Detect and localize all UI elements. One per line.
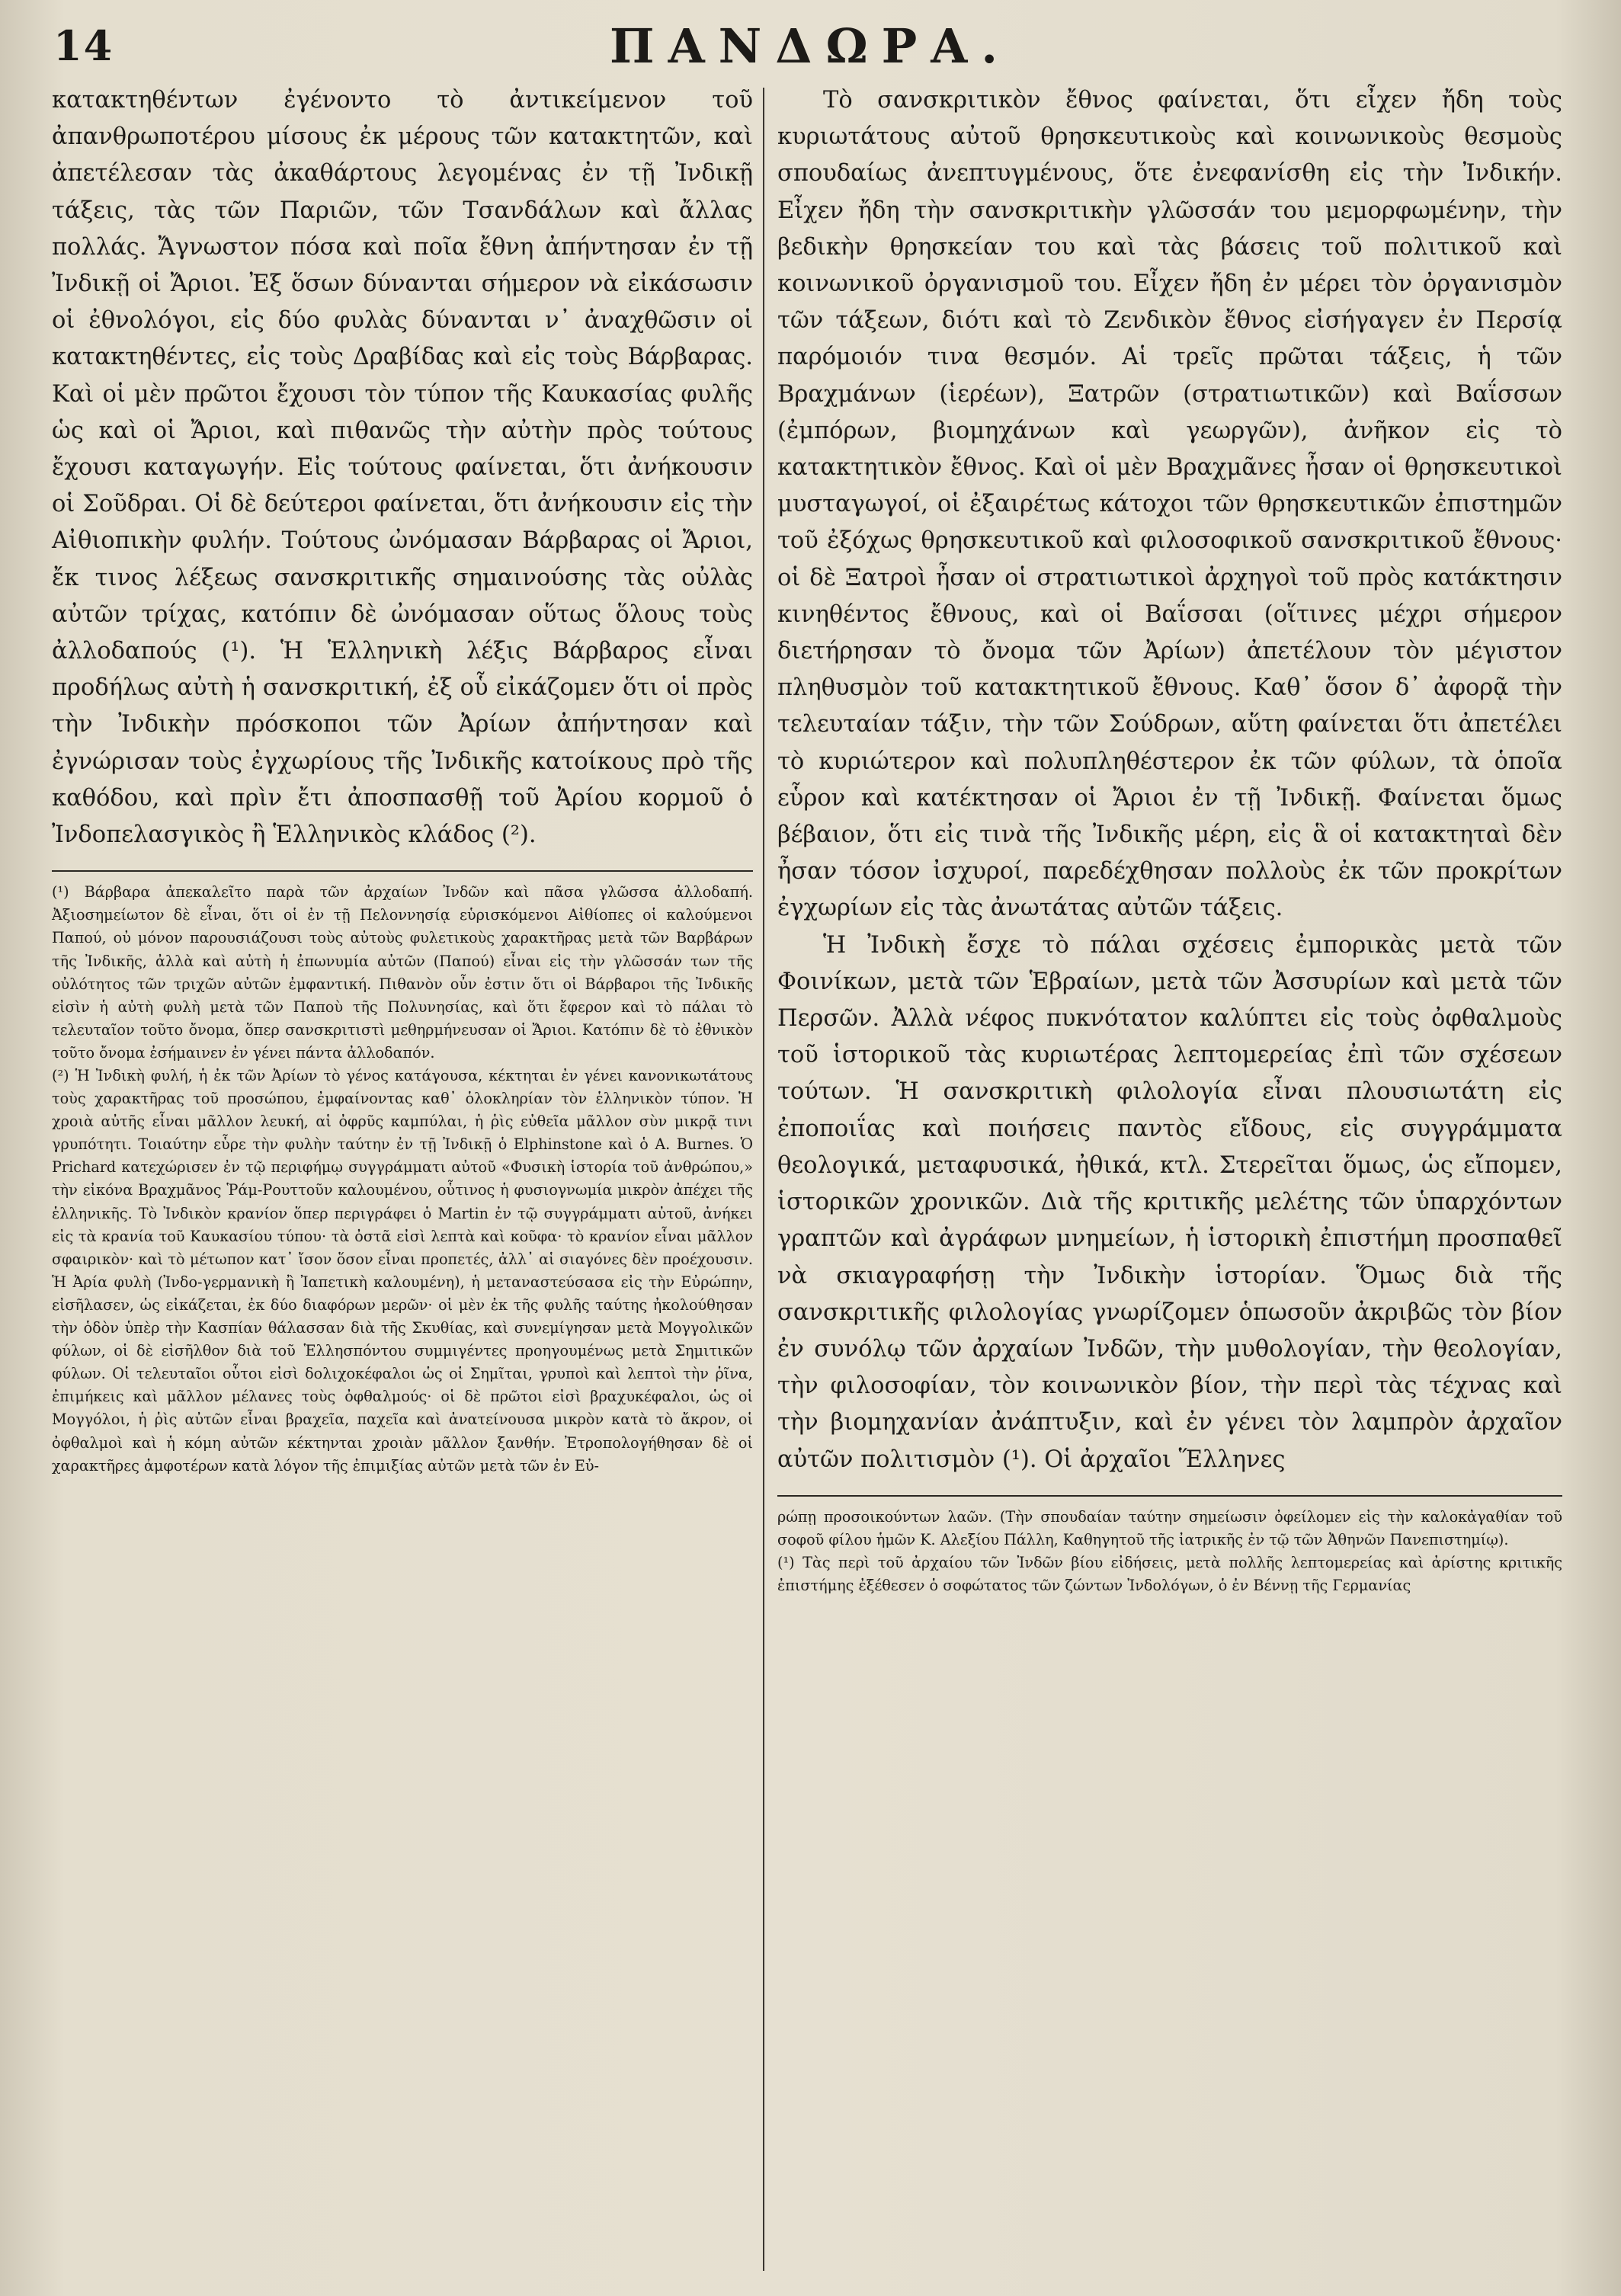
page-number: 14 (53, 21, 114, 70)
running-head: ΠΑΝΔΩΡΑ. (610, 18, 1011, 74)
left-footnote-2: (²) Ἡ Ἰνδικὴ φυλή, ἡ ἐκ τῶν Ἀρίων τὸ γένος κατάγουσα, κέκτηται ἐν γένει κανονικωτάτους τοὺς χαρακτῆρας τοῦ προσώπου, ἐμφαίνοντας καθ᾽ ὁλοκληρίαν τὸν ἑλληνικὸν τύπον. Ἡ χροιὰ αὐτῆς εἶναι μᾶλλον λευκή, αἱ ὀφρῦς καμπύλαι, ἡ ῥὶς εὐθεῖα μᾶλλον σὺν μικρᾷ τινι γρυπότητι. Τοιαύτην εὗρε τὴν φυλὴν ταύτην ἐν τῇ Ἰνδικῇ ὁ Elphinstone καὶ ὁ A. Burnes. Ὁ Prichard κατεχώρισεν ἐν τῷ περιφήμῳ συγγράμματι αὐτοῦ «Φυσικὴ ἱστορία τοῦ ἀνθρώπου,» τὴν εἰκόνα Βραχμᾶνος Ῥάμ-Ρουττοῦν καλουμένου, οὗτινος ἡ φυσιογνωμία μικρὸν ἀπέχει τῆς ἑλληνικῆς. Τὸ Ἰνδικὸν κρανίον ὅπερ περιγράφει ὁ Martin ἐν τῷ συγγράμματι αὐτοῦ, ἀνήκει εἰς τὰ κρανία τοῦ Καυκασίου τύπου· τὰ ὀστᾶ εἰσὶ λεπτὰ καὶ κοῦφα· τὸ κρανίον εἶναι μᾶλλον σφαιρικὸν· καὶ τὸ μέτωπον κατ᾽ ἴσον ὅσον εἶναι προπετές, ἀλλ᾽ αἱ σιαγόνες δὲν προέχουσιν. Ἡ Ἀρία φυλὴ (Ἰνδο-γερμανικὴ ἢ Ἰαπετικὴ καλουμένη), ἡ μεταναστεύσασα εἰς τὴν Εὐρώπην, εἰσῆλασεν, ὡς εἰκάζεται, ἐκ δύο διαφόρων μερῶν· οἱ μὲν ἐκ τῆς φυλῆς ταύτης ἠκολούθησαν τὴν ὁδὸν ὑπὲρ τὴν Κασπίαν θάλασσαν διὰ τῆς Σκυθίας, καὶ συνεμίγησαν μετὰ Μογγολικῶν φύλων, οἱ δὲ εἰσῆλθον διὰ τοῦ Ἑλλησπόντου συμμιγέντες προηγουμένως μετὰ Σημιτικῶν φύλων. Οἱ τελευταῖοι οὗτοι εἰσὶ δολιχοκέφαλοι ὡς οἱ Σημῖται, γρυποὶ καὶ λεπτοὶ τὴν ῥῖνα, ἐπιμήκεις καὶ μᾶλλον μέλανες τοὺς ὀφθαλμούς· οἱ δὲ πρῶτοι εἰσὶ βραχυκέφαλοι, ὡς οἱ Μογγόλοι, ἡ ῥὶς αὐτῶν εἶναι βραχεῖα, παχεῖα καὶ ἀνατείνουσα μικρὸν κατὰ τὸ ἄκρον, οἱ ὀφθαλμοὶ καὶ ἡ κόμη αὐτῶν κέκτηνται χροιὰν μᾶλλον ξανθήν. Ἐτροπολογήθησαν δὲ οἱ χαρακτῆρες ἀμφοτέρων κατὰ λόγον τῆς ἐπιμιξίας αὐτῶν μετὰ τῶν ἐν Εὐ- (52, 1067, 753, 1475)
column-divider (763, 88, 764, 2271)
left-body-paragraph: κατακτηθέντων ἐγένοντο τὸ ἀντικείμενον τοῦ ἀπανθρωποτέρου μίσους ἐκ μέρους τῶν κατακτητῶν, καὶ ἀπετέλεσαν τὰς ἀκαθάρτους λεγομένας ἐν τῇ Ἰνδικῇ τάξεις, τὰς τῶν Παριῶν, τῶν Τσανδάλων καὶ ἄλλας πολλάς. Ἄγνωστον πόσα καὶ ποῖα ἔθνη ἀπήντησαν ἐν τῇ Ἰνδικῇ οἱ Ἄριοι. Ἐξ ὅσων δύνανται σήμερον νὰ εἰκάσωσιν οἱ ἐθνολόγοι, εἰς δύο φυλὰς δύνανται ν᾽ ἀναχθῶσιν οἱ κατακτηθέντες, εἰς τοὺς Δραβίδας καὶ εἰς τοὺς Βάρβαρας. Καὶ οἱ μὲν πρῶτοι ἔχουσι τὸν τύπον τῆς Καυκασίας φυλῆς ὡς καὶ οἱ Ἄριοι, καὶ πιθανῶς τὴν αὐτὴν πρὸς τούτους ἔχουσι καταγωγήν. Εἰς τούτους φαίνεται, ὅτι ἀνήκουσιν οἱ Σοῦδραι. Οἱ δὲ δεύτεροι φαίνεται, ὅτι ἀνήκουσιν εἰς τὴν Αἰθιοπικὴν φυλήν. Τούτους ὠνόμασαν Βάρβαρας οἱ Ἄριοι, ἔκ τινος λέξεως σανσκριτικῆς σημαινούσης τὰς οὐλὰς αὐτῶν τρίχας, κατόπιν δὲ ὠνόμασαν οὕτως ὅλους τοὺς ἀλλοδαπούς (¹). Ἡ Ἑλληνικὴ λέξις Βάρβαρος εἶναι προδήλως αὐτὴ ἡ σανσκριτική, ἐξ οὗ εἰκάζομεν ὅτι οἱ πρὸς τὴν Ἰνδικὴν πρόσκοποι τῶν Ἀρίων ἀπήντησαν καὶ ἐγνώρισαν τοὺς ἐγχωρίους τῆς Ἰνδικῆς κατοίκους πρὸ τῆς καθόδου, καὶ πρὶν ἔτι ἀποσπασθῇ τοῦ Ἀρίου κορμοῦ ὁ Ἰνδοπελασγικὸς ἢ Ἑλληνικὸς κλάδος (²). (52, 87, 753, 849)
left-footnote-1: (¹) Βάρβαρα ἀπεκαλεῖτο παρὰ τῶν ἀρχαίων Ἰνδῶν καὶ πᾶσα γλῶσσα ἀλλοδαπή. Ἀξιοσημείωτον δὲ εἶναι, ὅτι οἱ ἐν τῇ Πελοννησίᾳ εὑρισκόμενοι Αἰθίοπες οἱ καλούμενοι Παπού, οὐ μόνον παρουσιάζουσι τοὺς αὐτοὺς φυλετικοὺς χαρακτῆρας μετὰ τῶν Βαρβάρων τῆς Ἰνδικῆς, ἀλλὰ καὶ αὐτὴ ἡ ἐπωνυμία αὐτῶν (Παπού) εἶναι εἰς τὴν γλῶσσάν των τῆς οὐλότητος τῶν τριχῶν αὐτῶν ἐμφαντική. Πιθανὸν οὖν ἐστιν ὅτι οἱ Βάρβαροι τῆς Ἰνδικῆς εἰσὶν ἡ αὐτὴ φυλὴ μετὰ τῶν Παποὺ τῆς Πολυνησίας, καὶ ὅτι ἔφερον καὶ τὸ πάλαι τὸ τελευταῖον τοῦτο ὄνομα, ὅπερ σανσκριτιστὶ μεθηρμήνευσαν οἱ Ἄριοι. Κατόπιν δὲ τὸ ἐθνικὸν τοῦτο ὄνομα ἐσήμαινεν ἐν γένει πάντα ἀλλοδαπόν. (52, 883, 753, 1062)
right-footnote-1: (¹) Τὰς περὶ τοῦ ἀρχαίου τῶν Ἰνδῶν βίου εἰδήσεις, μετὰ πολλῆς λεπτομερείας καὶ ἀρίστης κριτικῆς ἐπιστήμης ἐξέθεσεν ὁ σοφώτατος τῶν ζώντων Ἰνδολόγων, ὁ ἐν Βέννῃ τῆς Γερμανίας (777, 1553, 1562, 1594)
right-body-paragraph-1: Τὸ σανσκριτικὸν ἔθνος φαίνεται, ὅτι εἶχεν ἤδη τοὺς κυριωτάτους αὐτοῦ θρησκευτικοὺς καὶ κοινωνικοὺς θεσμοὺς σπουδαίως ἀνεπτυγμένους, ὅτε ἐνεφανίσθη εἰς τὴν Ἰνδικήν. Εἶχεν ἤδη τὴν σανσκριτικὴν γλῶσσάν του μεμορφωμένην, τὴν βεδικὴν θρησκείαν του καὶ τὰς βάσεις τοῦ πολιτικοῦ καὶ κοινωνικοῦ ὀργανισμοῦ του. Εἶχεν ἤδη ἐν μέρει τὸν ὀργανισμὸν τῶν τάξεων, διότι καὶ τὸ Ζενδικὸν ἔθνος εἰσήγαγεν ἐν Περσίᾳ παρόμοιόν τινα θεσμόν. Αἱ τρεῖς πρῶται τάξεις, ἡ τῶν Βραχμάνων (ἱερέων), Ξατρῶν (στρατιωτικῶν) καὶ Βαΐσσων (ἐμπόρων, βιομηχάνων καὶ γεωργῶν), ἀνῆκον εἰς τὸ κατακτητικὸν ἔθνος. Καὶ οἱ μὲν Βραχμᾶνες ἦσαν οἱ θρησκευτικοὶ μυσταγωγοί, οἱ ἐξαιρέτως κάτοχοι τῶν θρησκευτικῶν ἐπιστημῶν τοῦ ἐξόχως θρησκευτικοῦ καὶ φιλοσοφικοῦ σανσκριτικοῦ ἔθνους· οἱ δὲ Ξατροὶ ἦσαν οἱ στρατιωτικοὶ ἀρχηγοὶ τοῦ πρὸς κατάκτησιν κινηθέντος ἔθνους, καὶ οἱ Βαΐσσαι (οἵτινες μέχρι σήμερον διετήρησαν τὸ ὄνομα τῶν Ἀρίων) ἀπετέλουν τὸν μέγιστον πληθυσμὸν τοῦ κατακτητικοῦ ἔθνους. Καθ᾽ ὅσον δ᾽ ἀφορᾷ τὴν τελευταίαν τάξιν, τὴν τῶν Σούδρων, αὕτη φαίνεται ὅτι ἀπετέλει τὸ κυριώτερον καὶ πολυπληθέστερον ἐκ τῶν φύλων, τὰ ὁποῖα εὗρον καὶ κατέκτησαν οἱ Ἄριοι ἐν τῇ Ἰνδικῇ. Φαίνεται ὅμως βέβαιον, ὅτι εἰς τινὰ τῆς Ἰνδικῆς μέρη, εἰς ἃ οἱ κατακτηταὶ δὲν ἦσαν τόσον ἰσχυροί, παρεδέχθησαν πολλοὺς ἐκ τῶν προκρίτων ἐγχωρίων εἰς τὰς ἀνωτάτας αὐτῶν τάξεις. (777, 87, 1562, 922)
footnote-rule (52, 870, 753, 872)
right-column (777, 82, 1562, 1597)
right-footnote-continued: ρώπῃ προσοικούντων λαῶν. (Τὴν σπουδαίαν ταύτην σημείωσιν ὀφείλομεν εἰς τὴν καλοκἀγαθίαν τοῦ σοφοῦ φίλου ἡμῶν Κ. Αλεξίου Πάλλη, Καθηγητοῦ τῆς ἰατρικῆς ἐν τῷ τῶν Ἀθηνῶν Πανεπιστημίῳ). (777, 1507, 1562, 1548)
left-column (52, 82, 753, 1478)
right-body-paragraph-2: Ἡ Ἰνδικὴ ἔσχε τὸ πάλαι σχέσεις ἐμπορικὰς μετὰ τῶν Φοινίκων, μετὰ τῶν Ἑβραίων, μετὰ τῶν Ἀσσυρίων καὶ μετὰ τῶν Περσῶν. Ἀλλὰ νέφος πυκνότατον καλύπτει εἰς τοὺς ὀφθαλμοὺς τοῦ ἱστορικοῦ τὰς κυριωτέρας λεπτομερείας ἐπὶ τῶν σχέσεων τούτων. Ἡ σανσκριτικὴ φιλολογία εἶναι πλουσιωτάτη εἰς ἐποποιΐας καὶ ποιήσεις παντὸς εἴδους, εἰς συγγράμματα θεολογικά, μεταφυσικά, ἠθικά, κτλ. Στερεῖται ὅμως, ὡς εἴπομεν, ἱστορικῶν χρονικῶν. Διὰ τῆς κριτικῆς μελέτης τῶν ὑπαρχόντων γραπτῶν καὶ ἀγράφων μνημείων, ἡ ἱστορικὴ ἐπιστήμη προσπαθεῖ νὰ σκιαγραφήσῃ τὴν Ἰνδικὴν ἱστορίαν. Ὅμως διὰ τῆς σανσκριτικῆς φιλολογίας γνωρίζομεν ὁπωσοῦν ἀκριβῶς τὸν βίον ἐν συνόλῳ τῶν ἀρχαίων Ἰνδῶν, τὴν μυθολογίαν, τὴν θεολογίαν, τὴν φιλοσοφίαν, τὸν κοινωνικὸν βίον, τὴν περὶ τὰς τέχνας καὶ τὴν βιομηχανίαν ἀνάπτυξιν, καὶ ἐν γένει τὸν λαμπρὸν ἀρχαῖον αὐτῶν πολιτισμὸν (¹). Οἱ ἀρχαῖοι Ἕλληνες (777, 931, 1562, 1473)
footnote-rule (777, 1495, 1562, 1497)
